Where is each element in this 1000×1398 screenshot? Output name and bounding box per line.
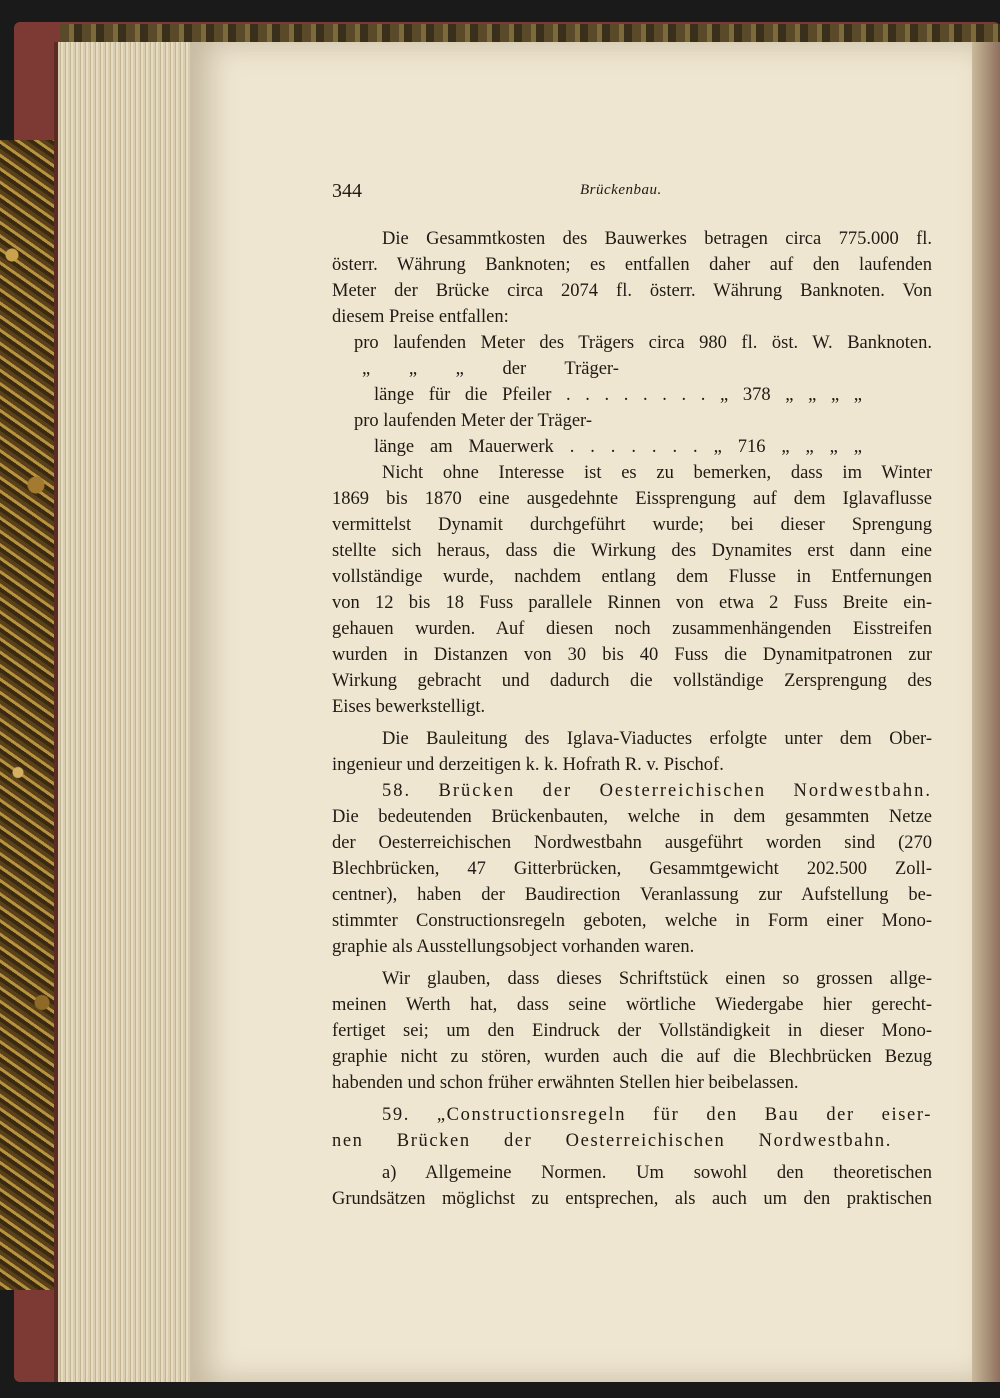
text-line: stellte sich heraus, dass die Wirkung des Dynamites erst dann eine [332,541,932,561]
section-heading: nen Brücken der Oesterreichischen Nordwestbahn. [332,1131,892,1151]
text-line: fertiget sei; um den Eindruck der Vollständigkeit in dieser Mono- [332,1021,932,1041]
text-line: der Oesterreichischen Nordwestbahn ausgeführt worden sind (270 [332,833,932,853]
text-line: „ „ „ der Träger- [362,359,619,379]
marbled-edge [0,140,60,1290]
text-line: vollständige wurde, nachdem entlang dem Flusse in Entfernungen [332,567,932,587]
text-line: länge am Mauerwerk . . . . . . . „ 716 „ „ „ „ [374,437,862,457]
text-line: österr. Währung Banknoten; es entfallen daher auf den laufenden [332,255,932,275]
text-line: pro laufenden Meter des Trägers circa 980 fl. öst. W. Banknoten. [354,333,932,353]
text-line: centner), haben der Baudirection Veranlassung zur Aufstellung be- [332,885,932,905]
book-spine-edge [60,24,1000,42]
text-line: Wirkung gebracht und dadurch die vollständige Zersprengung des [332,671,932,691]
text-line: Die Bauleitung des Iglava-Viaductes erfolgte unter dem Ober- [382,729,932,749]
text-line: länge für die Pfeiler . . . . . . . . „ 378 „ „ „ „ [374,385,862,405]
text-line: pro laufenden Meter der Träger- [354,411,592,431]
text-line: Grundsätzen möglichst zu entsprechen, als auch um den praktischen [332,1189,932,1209]
text-line: ingenieur und derzeitigen k. k. Hofrath R. v. Pischof. [332,755,724,775]
text-line: wurden in Distanzen von 30 bis 40 Fuss die Dynamitpatronen zur [332,645,932,665]
text-line: Die bedeutenden Brückenbauten, welche in dem gesammten Netze [332,807,932,827]
text-line: Eises bewerkstelligt. [332,697,486,717]
running-title: Brückenbau. [580,182,662,198]
text-line: Die Gesammtkosten des Bauwerkes betragen circa 775.000 fl. [382,229,932,249]
text-line: stimmter Constructionsregeln geboten, welche in Form einer Mono- [332,911,932,931]
text-line: gehauen wurden. Auf diesen noch zusammenhängenden Eisstreifen [332,619,932,639]
text-line: vermittelst Dynamit durchgeführt wurde; bei dieser Sprengung [332,515,932,535]
running-header [332,180,934,206]
page-number: 344 [332,180,362,202]
section-heading: 59. „Constructionsregeln für den Bau der eiser- [382,1105,932,1125]
text-line: graphie als Ausstellungsobject vorhanden waren. [332,937,695,957]
text-line: Nicht ohne Interesse ist es zu bemerken, dass im Winter [382,463,932,483]
page-gutter [972,42,1000,1382]
text-line: a) Allgemeine Normen. Um sowohl den theoretischen [382,1163,932,1183]
text-line: meinen Werth hat, dass seine wörtliche Wiedergabe hier gerecht- [332,995,932,1015]
page-stack-edges [54,42,208,1382]
text-line: Wir glauben, dass dieses Schriftstück einen so grossen allge- [382,969,932,989]
text-line: Meter der Brücke circa 2074 fl. österr. Währung Banknoten. Von [332,281,932,301]
section-heading: 58. Brücken der Oesterreichischen Nordwestbahn. [382,781,932,801]
text-line: diesem Preise entfallen: [332,307,509,327]
text-line: Blechbrücken, 47 Gitterbrücken, Gesammtgewicht 202.500 Zoll- [332,859,932,879]
text-line: 1869 bis 1870 eine ausgedehnte Eissprengung auf dem Iglavaflusse [332,489,932,509]
text-line: habenden und schon früher erwähnten Stellen hier beibelassen. [332,1073,799,1093]
text-line: von 12 bis 18 Fuss parallele Rinnen von etwa 2 Fuss Breite ein- [332,593,932,613]
text-line: graphie nicht zu stören, wurden auch die auf die Blechbrücken Bezug [332,1047,932,1067]
